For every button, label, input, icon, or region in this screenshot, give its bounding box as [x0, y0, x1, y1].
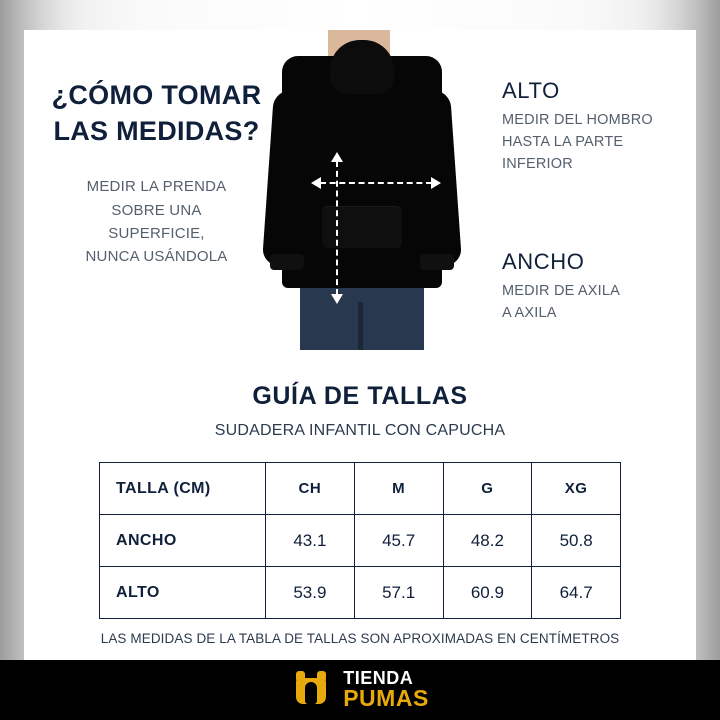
- note-line-3: SUPERFICIE,: [108, 224, 205, 242]
- cell-alto-m: 57.1: [354, 567, 443, 619]
- how-to-measure-block: [34, 78, 279, 268]
- hoodie-cuff-right: [420, 254, 454, 270]
- table-col-header-3: XG: [532, 463, 621, 515]
- cell-alto-g: 60.9: [443, 567, 532, 619]
- paw-body: [296, 678, 326, 704]
- table-corner-header: TALLA (CM): [100, 463, 266, 515]
- alto-title: ALTO: [502, 78, 560, 103]
- row-label-ancho: ANCHO: [100, 515, 266, 567]
- measurement-definitions: [502, 78, 692, 325]
- hoodie-hood: [330, 40, 394, 94]
- brand-line-1: TIENDA: [343, 668, 414, 689]
- how-to-measure-note: [34, 175, 279, 268]
- table-row: [100, 515, 621, 567]
- alto-desc-line-1: MEDIR DEL HOMBRO: [502, 112, 653, 128]
- hoodie-body: [282, 56, 442, 288]
- guide-title: GUÍA DE TALLAS: [252, 382, 468, 410]
- ancho-desc-line-1: MEDIR DE AXILA: [502, 283, 621, 300]
- table-col-header-1: M: [354, 463, 443, 515]
- cell-ancho-m: 45.7: [354, 515, 443, 567]
- alto-block: [502, 78, 692, 175]
- cell-ancho-ch: 43.1: [266, 515, 355, 567]
- arrow-head-bottom: [331, 294, 343, 304]
- hoodie-pocket: [322, 206, 402, 248]
- how-to-measure-heading: [34, 78, 279, 149]
- alto-desc-line-2: HASTA LA PARTE: [502, 133, 624, 150]
- heading-line-2: LAS MEDIDAS?: [53, 115, 260, 146]
- alto-desc-line-3: INFERIOR: [502, 155, 573, 172]
- brand-wordmark: [343, 669, 429, 711]
- table-row: [100, 567, 621, 619]
- guide-subtitle: SUDADERA INFANTIL CON CAPUCHA: [214, 422, 506, 439]
- top-section: [24, 30, 696, 365]
- puma-paw-icon: [291, 670, 331, 710]
- alto-description: [502, 110, 692, 175]
- cell-ancho-g: 48.2: [443, 515, 532, 567]
- ancho-description: [502, 281, 692, 325]
- cell-alto-xg: 64.7: [532, 567, 621, 619]
- alto-arrow-icon: [336, 152, 338, 304]
- brand-bar: [0, 660, 720, 720]
- hoodie-cuff-left: [270, 254, 304, 270]
- table-footnote: LAS MEDIDAS DE LA TABLA DE TALLAS SON APROXIMADAS EN CENTÍMETROS: [100, 631, 620, 646]
- heading-line-1: ¿CÓMO TOMAR: [51, 80, 262, 110]
- arrow-line-vertical: [336, 161, 338, 295]
- ancho-desc-line-2: A AXILA: [502, 305, 557, 321]
- ancho-title: ANCHO: [502, 249, 585, 275]
- note-line-1: MEDIR LA PRENDA: [86, 178, 227, 196]
- table-col-header-0: CH: [266, 463, 355, 515]
- ancho-arrow-icon: [311, 182, 441, 184]
- white-sheet: [24, 30, 696, 660]
- note-line-4: NUNCA USÁNDOLA: [85, 248, 228, 265]
- table-col-header-2: G: [443, 463, 532, 515]
- row-label-alto: ALTO: [100, 567, 266, 619]
- hoodie-illustration: [256, 30, 468, 350]
- cell-alto-ch: 53.9: [266, 567, 355, 619]
- note-line-2: SOBRE UNA: [111, 201, 202, 219]
- size-table: [99, 462, 621, 619]
- cell-ancho-xg: 50.8: [532, 515, 621, 567]
- hoodie-sleeve-left: [262, 89, 310, 267]
- arrow-head-right: [431, 177, 441, 189]
- ancho-block: [502, 249, 692, 325]
- brand-line-2: PUMAS: [343, 685, 429, 712]
- size-guide-section: [24, 382, 696, 646]
- table-header-row: [100, 463, 621, 515]
